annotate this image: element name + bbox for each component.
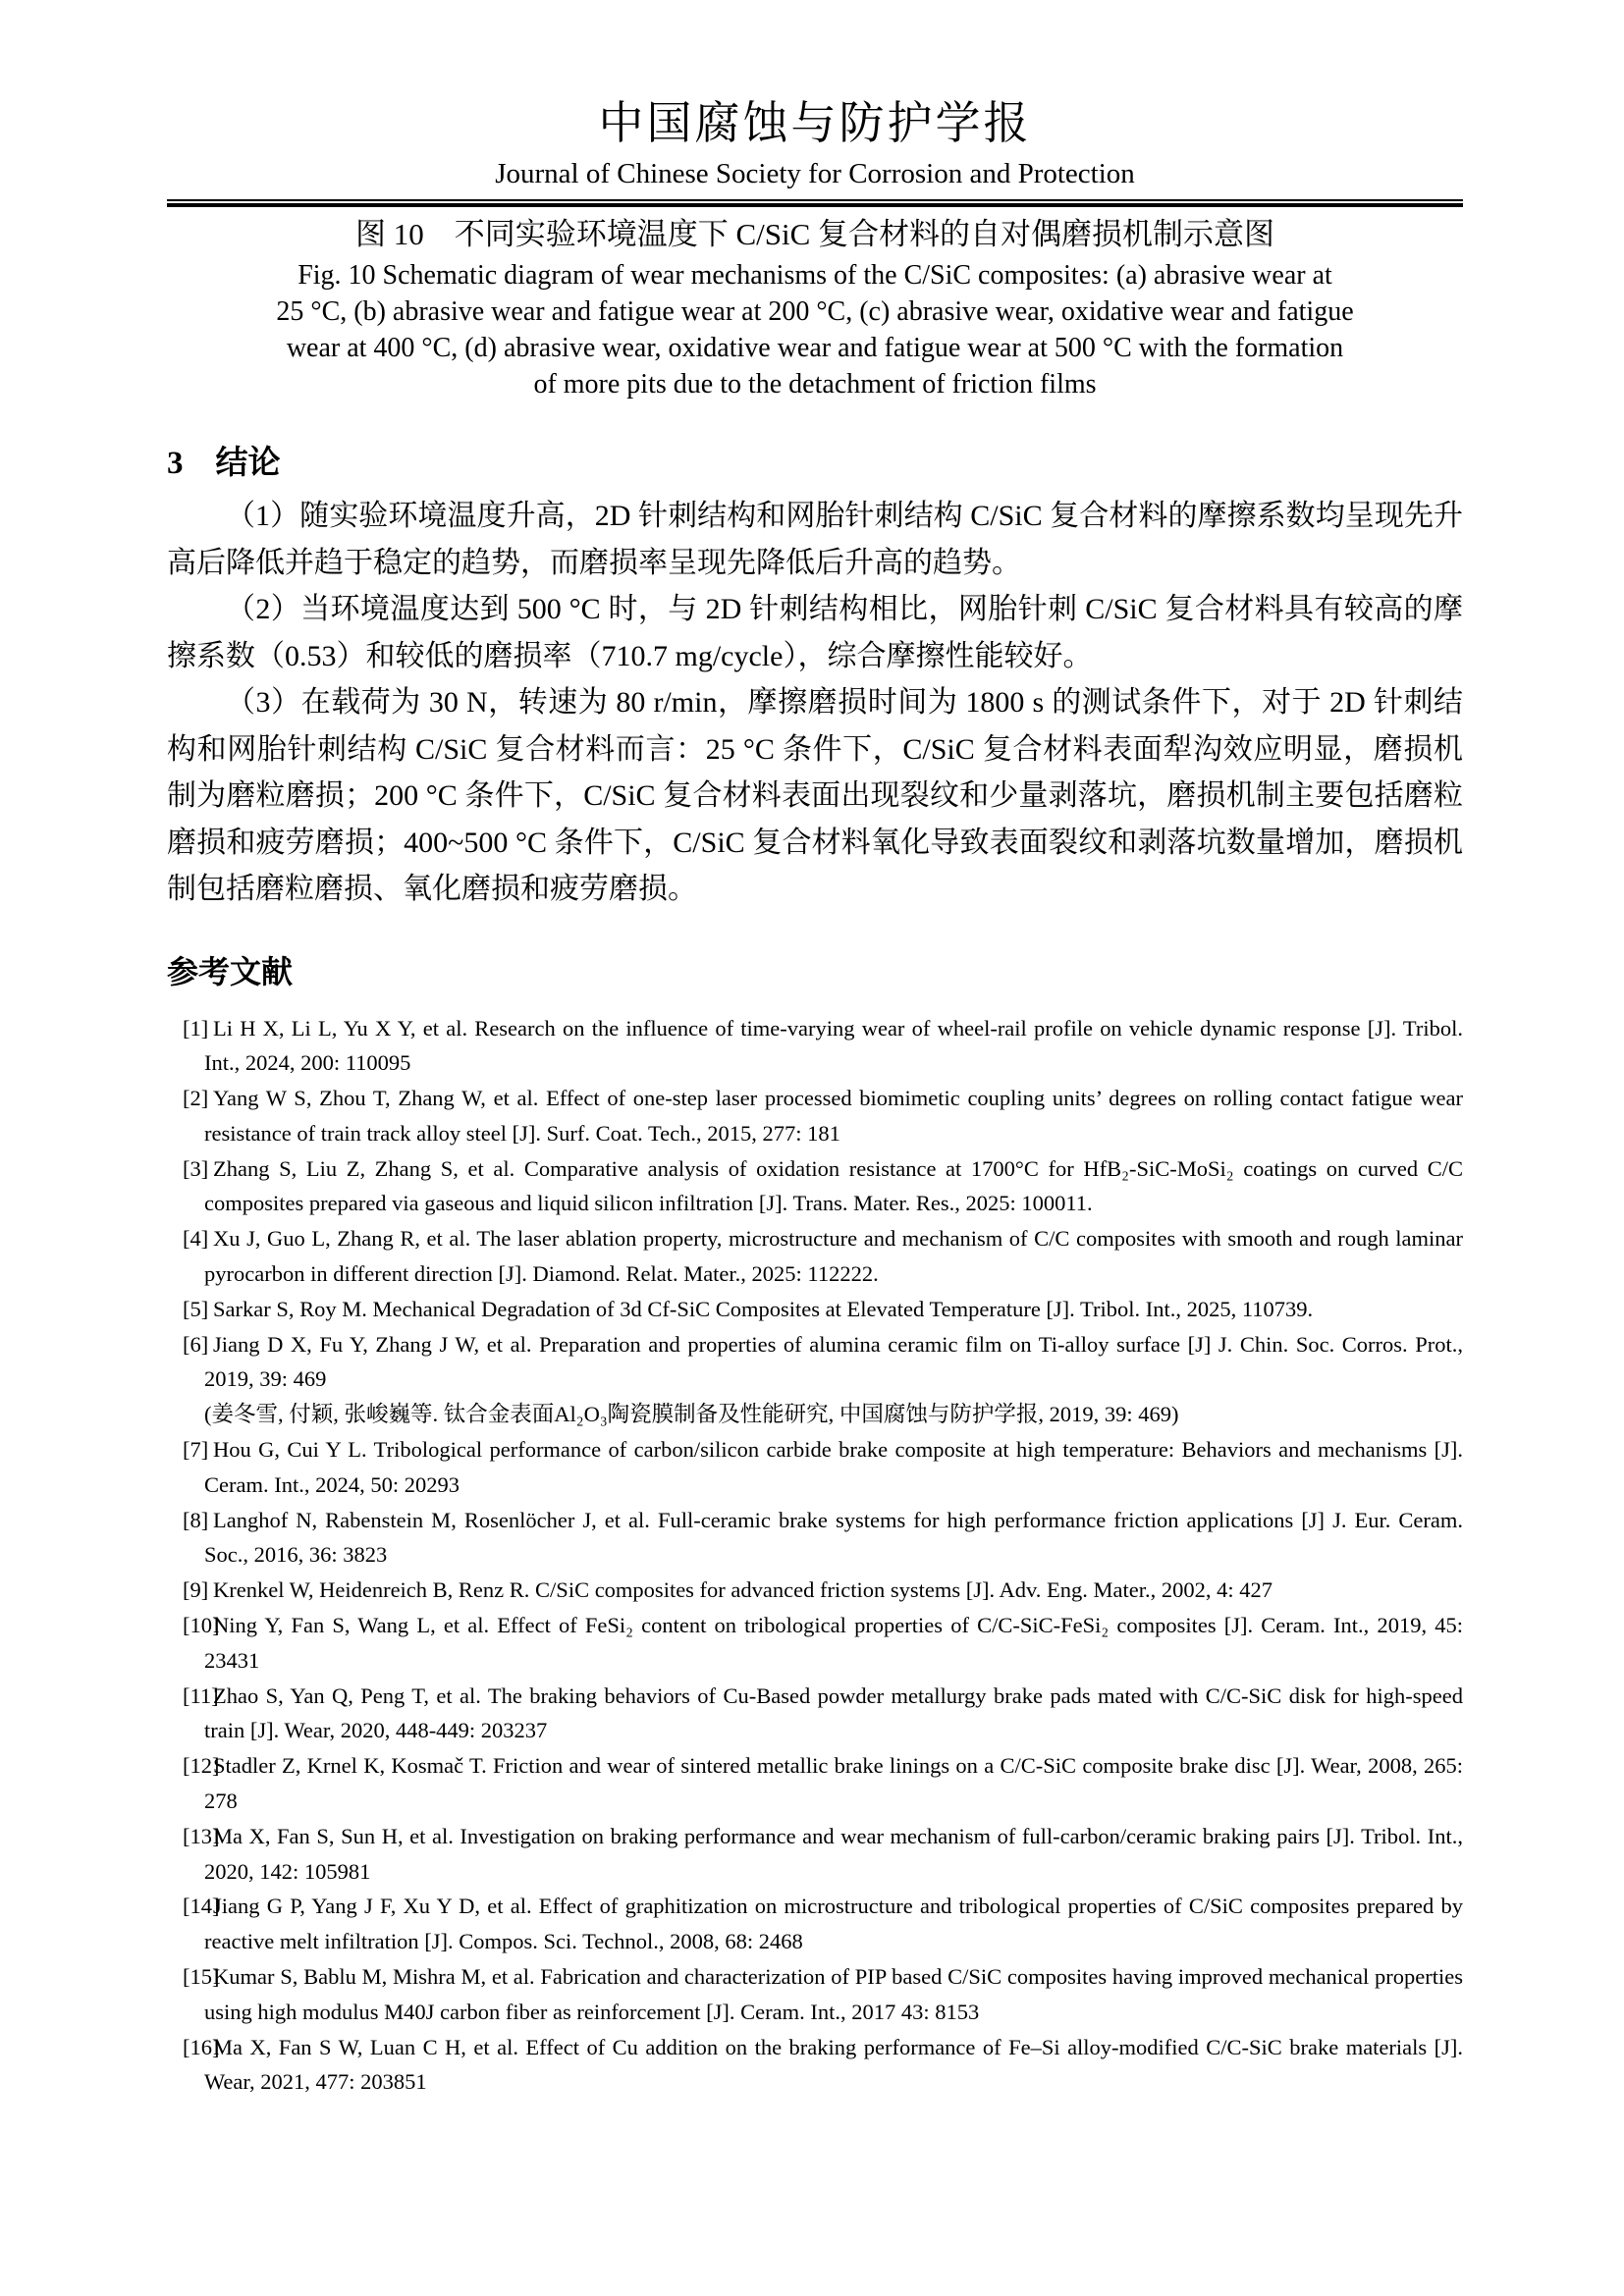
reference-text: Ma X, Fan S, Sun H, et al. Investigation on braking performance and wear mechanism of full-carbon/ceramic braking pairs [J]. Tribol. Int., 2020, 142: 105981 — [204, 1823, 1463, 1884]
reference-item — [167, 1432, 1463, 1503]
masthead-rule — [167, 199, 1463, 207]
reference-number: [1] — [183, 1015, 209, 1041]
reference-number: [10] — [183, 1613, 220, 1638]
journal-title-english: Journal of Chinese Society for Corrosion and Protection — [495, 158, 1135, 189]
reference-number: [14] — [183, 1894, 220, 1919]
reference-list — [167, 1011, 1463, 2101]
reference-text: Zhang S, Liu Z, Zhang S, et al. Comparative analysis of oxidation resistance at 1700°C for HfB₂-SiC-MoSi₂ coatings on curved C/C composites prepared via gaseous and liquid silicon infiltration [J]. Trans. Mater. Res., 2025: 100011. — [204, 1155, 1463, 1216]
references-section — [167, 952, 1463, 2101]
reference-text: Zhao S, Yan Q, Peng T, et al. The braking behaviors of Cu-Based powder metallurgy brake pads mated with C/C-SiC disk for high-speed train [J]. Wear, 2020, 448-449: 203237 — [204, 1682, 1463, 1743]
reference-text: Jiang D X, Fu Y, Zhang J W, et al. Preparation and properties of alumina ceramic film on Ti-alloy surface [J] J. Chin. Soc. Corros. Prot., 2019, 39: 469 — [204, 1331, 1463, 1392]
reference-number: [3] — [183, 1155, 209, 1181]
reference-item — [167, 1327, 1463, 1432]
journal-title-chinese: 中国腐蚀与防护学报 — [598, 98, 1032, 148]
reference-item — [167, 1679, 1463, 1749]
conclusion-paragraph-2: （2）当环境温度达到 500 °C 时，与 2D 针刺结构相比，网胎针刺 C/SiC 复合材料具有较高的摩擦系数（0.53）和较低的磨损率（710.7 mg/cycle），综合摩擦性能较好。 — [167, 593, 1463, 672]
reference-item — [167, 1292, 1463, 1327]
reference-number: [2] — [183, 1086, 209, 1111]
reference-chinese-note: (姜冬雪, 付颖, 张峻巍等. 钛合金表面Al₂O₃陶瓷膜制备及性能研究, 中国腐蚀与防护学报, 2019, 39: 469) — [204, 1402, 1179, 1427]
reference-number: [5] — [183, 1296, 209, 1321]
reference-text: Stadler Z, Krnel K, Kosmač T. Friction and wear of sintered metallic brake linings on a C/C-SiC composite brake disc [J]. Wear, 2008, 265: 278 — [204, 1753, 1463, 1814]
reference-text: Langhof N, Rabenstein M, Rosenlöcher J, et al. Full-ceramic brake systems for high performance friction applications [J] J. Eur. Ceram. Soc., 2016, 36: 3823 — [204, 1507, 1463, 1568]
reference-item — [167, 1011, 1463, 1082]
reference-item — [167, 1608, 1463, 1679]
references-heading: 参考文献 — [167, 953, 294, 989]
reference-number: [4] — [183, 1226, 209, 1252]
reference-item — [167, 1889, 1463, 1959]
conclusion-heading: 3 结论 — [167, 446, 281, 481]
reference-number: [8] — [183, 1507, 209, 1532]
reference-item — [167, 2030, 1463, 2101]
reference-item — [167, 1748, 1463, 1819]
reference-item — [167, 1503, 1463, 1574]
reference-number: [12] — [183, 1753, 220, 1779]
figure-caption-english-line: 25 °C, (b) abrasive wear and fatigue wear at 200 °C, (c) abrasive wear, oxidative wear and fatigue — [276, 296, 1354, 327]
journal-masthead — [167, 98, 1463, 207]
reference-number: [6] — [183, 1331, 209, 1357]
reference-number: [15] — [183, 1964, 220, 1990]
reference-text: Li H X, Li L, Yu X Y, et al. Research on the influence of time-varying wear of wheel-rail profile on vehicle dynamic response [J]. Tribol. Int., 2024, 200: 110095 — [204, 1015, 1463, 1076]
conclusion-section — [167, 444, 1463, 913]
masthead-rule-thick-line — [167, 203, 1463, 207]
reference-text: Kumar S, Bablu M, Mishra M, et al. Fabrication and characterization of PIP based C/SiC composites having improved mechanical properties using high modulus M40J carbon fiber as reinforcement [J]. Ceram. Int., 2017 43: 8153 — [204, 1964, 1463, 2024]
reference-number: [11] — [183, 1682, 219, 1708]
reference-item — [167, 1081, 1463, 1151]
figure-caption-english-line: of more pits due to the detachment of friction films — [533, 369, 1097, 400]
reference-number: [16] — [183, 2034, 220, 2059]
reference-item — [167, 1221, 1463, 1292]
reference-text: Sarkar S, Roy M. Mechanical Degradation of 3d Cf-SiC Composites at Elevated Temperature [J]. Tribol. Int., 2025, 110739. — [213, 1296, 1314, 1321]
reference-number: [13] — [183, 1823, 220, 1848]
figure-caption-english-line: wear at 400 °C, (d) abrasive wear, oxidative wear and fatigue wear at 500 °C with the formation — [286, 333, 1344, 363]
figure-caption-english-line: Fig. 10 Schematic diagram of wear mechanisms of the C/SiC composites: (a) abrasive wear at — [298, 260, 1332, 291]
conclusion-paragraph-1: （1）随实验环境温度升高，2D 针刺结构和网胎针刺结构 C/SiC 复合材料的摩擦系数均呈现先升高后降低并趋于稳定的趋势，而磨损率呈现先降低后升高的趋势。 — [167, 500, 1463, 579]
reference-text: Yang W S, Zhou T, Zhang W, et al. Effect of one-step laser processed biomimetic coupling units’ degrees on rolling contact fatigue wear resistance of train track alloy steel [J]. Surf. Coat. Tech., 2015, 277: 181 — [204, 1086, 1463, 1146]
figure-caption-english — [167, 257, 1463, 402]
figure-caption-chinese: 图 10 不同实验环境温度下 C/SiC 复合材料的自对偶磨损机制示意图 — [354, 217, 1275, 251]
reference-item — [167, 1959, 1463, 2030]
reference-text: Xu J, Guo L, Zhang R, et al. The laser ablation property, microstructure and mechanism of C/C composites with smooth and rough laminar pyrocarbon in different direction [J]. Diamond. Relat. Mater., 2025: 112222. — [204, 1226, 1463, 1287]
reference-text: Ning Y, Fan S, Wang L, et al. Effect of FeSi₂ content on tribological properties of C/C-SiC-FeSi₂ composites [J]. Ceram. Int., 2019, 45: 23431 — [204, 1613, 1463, 1673]
reference-text: Jiang G P, Yang J F, Xu Y D, et al. Effect of graphitization on microstructure and tribological properties of C/SiC composites prepared by reactive melt infiltration [J]. Compos. Sci. Technol., 2008, 68: 2468 — [204, 1894, 1463, 1954]
reference-item — [167, 1573, 1463, 1608]
reference-text: Krenkel W, Heidenreich B, Renz R. C/SiC composites for advanced friction systems [J]. Adv. Eng. Mater., 2002, 4: 427 — [213, 1577, 1272, 1603]
reference-text: Ma X, Fan S W, Luan C H, et al. Effect of Cu addition on the braking performance of Fe–Si alloy-modified C/C-SiC brake materials [J]. Wear, 2021, 477: 203851 — [204, 2034, 1463, 2095]
masthead-rule-thin-line — [167, 199, 1463, 201]
figure-caption — [167, 215, 1463, 402]
reference-number: [9] — [183, 1577, 209, 1603]
reference-text: Hou G, Cui Y L. Tribological performance of carbon/silicon carbide brake composite at high temperature: Behaviors and mechanisms [J]. Ceram. Int., 2024, 50: 20293 — [204, 1437, 1463, 1497]
reference-number: [7] — [183, 1437, 209, 1463]
reference-item — [167, 1819, 1463, 1890]
reference-item — [167, 1151, 1463, 1222]
conclusion-paragraph-3: （3）在载荷为 30 N，转速为 80 r/min，摩擦磨损时间为 1800 s 的测试条件下，对于 2D 针刺结构和网胎针刺结构 C/SiC 复合材料而言：25 °C 条件下，C/SiC 复合材料表面犁沟效应明显，磨损机制为磨粒磨损；200 °C 条件下，C/SiC 复合材料表面出现裂纹和少量剥落坑，磨损机制主要包括磨粒磨损和疲劳磨损；400~500 °C 条件下，C/SiC 复合材料氧化导致表面裂纹和剥落坑数量增加，磨损机制包括磨粒磨损、氧化磨损和疲劳磨损。 — [167, 686, 1463, 905]
